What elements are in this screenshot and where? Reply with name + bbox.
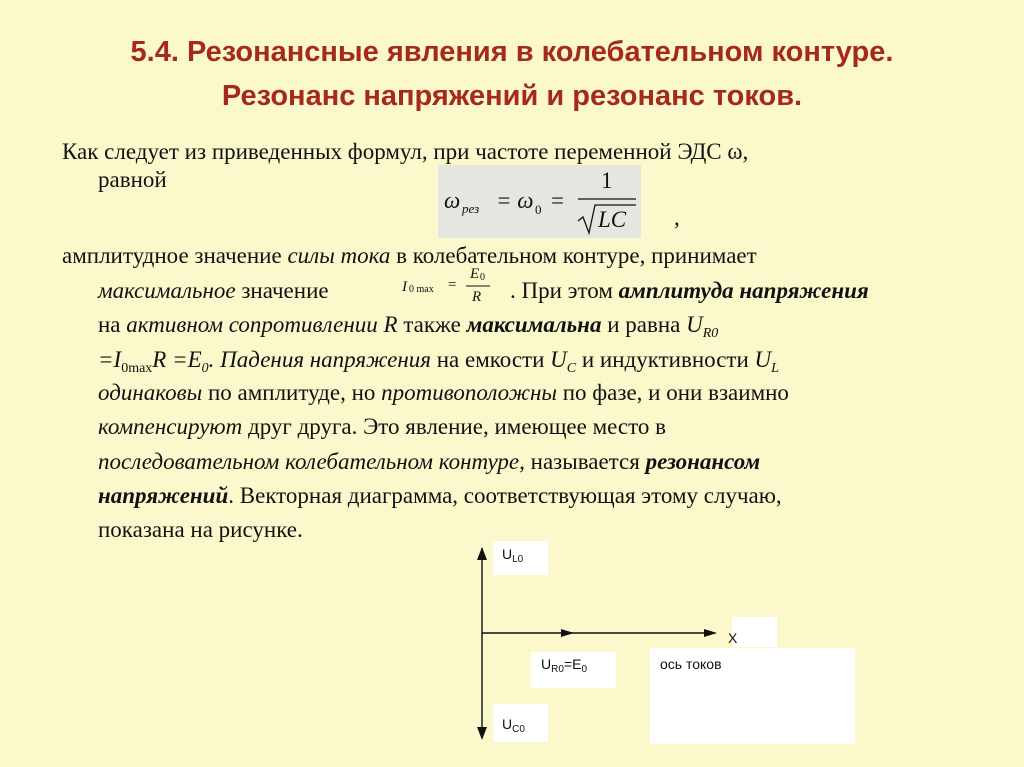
text-line-5: на активном сопротивлении R также максимальна и равна $U_{R0}$ (98, 312, 719, 341)
text-line-6: $=I_{0max}R =E_0$. Падения напряжения на емкости $U_C$ и индуктивности $U_L$ (98, 347, 779, 376)
formula-zero-subscript: 0 (535, 202, 542, 217)
text-line-8: компенсируют друг друга. Это явление, имеющее место в (98, 414, 666, 439)
text-line-4a: максимальное значение (98, 278, 329, 303)
formula2-numerator: E (470, 266, 480, 282)
formula-omega-zero: = ω (496, 188, 534, 213)
formula-equals: = (551, 188, 564, 213)
ul0-arrowhead (477, 547, 487, 560)
text-line-1: Как следует из приведенных формул, при частоте переменной ЭДС ω, (62, 139, 749, 164)
formula2-numerator-subscript: 0 (480, 272, 485, 283)
formula-omega-res: ω (444, 188, 461, 213)
formula-comma: , (674, 205, 680, 230)
label-ur0: $U_{R0}=E_0$ (541, 656, 587, 675)
text-line-4b: . При этом амплитуда напряжения (510, 278, 869, 303)
formula2-lhs-subscript: 0 max (409, 284, 434, 295)
formula-numerator: 1 (601, 168, 613, 193)
text-line-11: показана на рисунке. (98, 517, 303, 542)
formula-res-subscript: рез (462, 201, 480, 216)
formula2-lhs: I (402, 279, 407, 295)
ur0-arrowhead (561, 629, 574, 637)
formula2-equals: = (448, 277, 457, 293)
formula2-denominator: R (472, 289, 482, 305)
text-line-10: напряжений. Векторная диаграмма, соответствующая этому случаю, (98, 483, 782, 508)
label-ul0: $U_{L0}$ (502, 546, 524, 565)
page-title: 5.4. Резонансные явления в колебательном контуре. (130, 36, 894, 68)
text-line-3: амплитудное значение силы тока в колебательном контуре, принимает (62, 243, 757, 268)
text-line-9: последовательном колебательном контуре, называется резонансом (98, 449, 761, 474)
uc0-arrowhead (477, 727, 487, 740)
page-subtitle: Резонанс напряжений и резонанс токов. (221, 80, 803, 112)
x-axis-arrowhead (704, 629, 717, 637)
text-line-2: равной (98, 167, 167, 192)
label-current-axis: ось токов (660, 656, 722, 672)
label-x: X (728, 630, 738, 646)
label-uc0: $U_{C0}$ (502, 716, 525, 735)
formula-denominator: LC (598, 207, 627, 232)
text-line-7: одинаковы по амплитуде, но противоположны по фазе, и они взаимно (98, 380, 789, 405)
